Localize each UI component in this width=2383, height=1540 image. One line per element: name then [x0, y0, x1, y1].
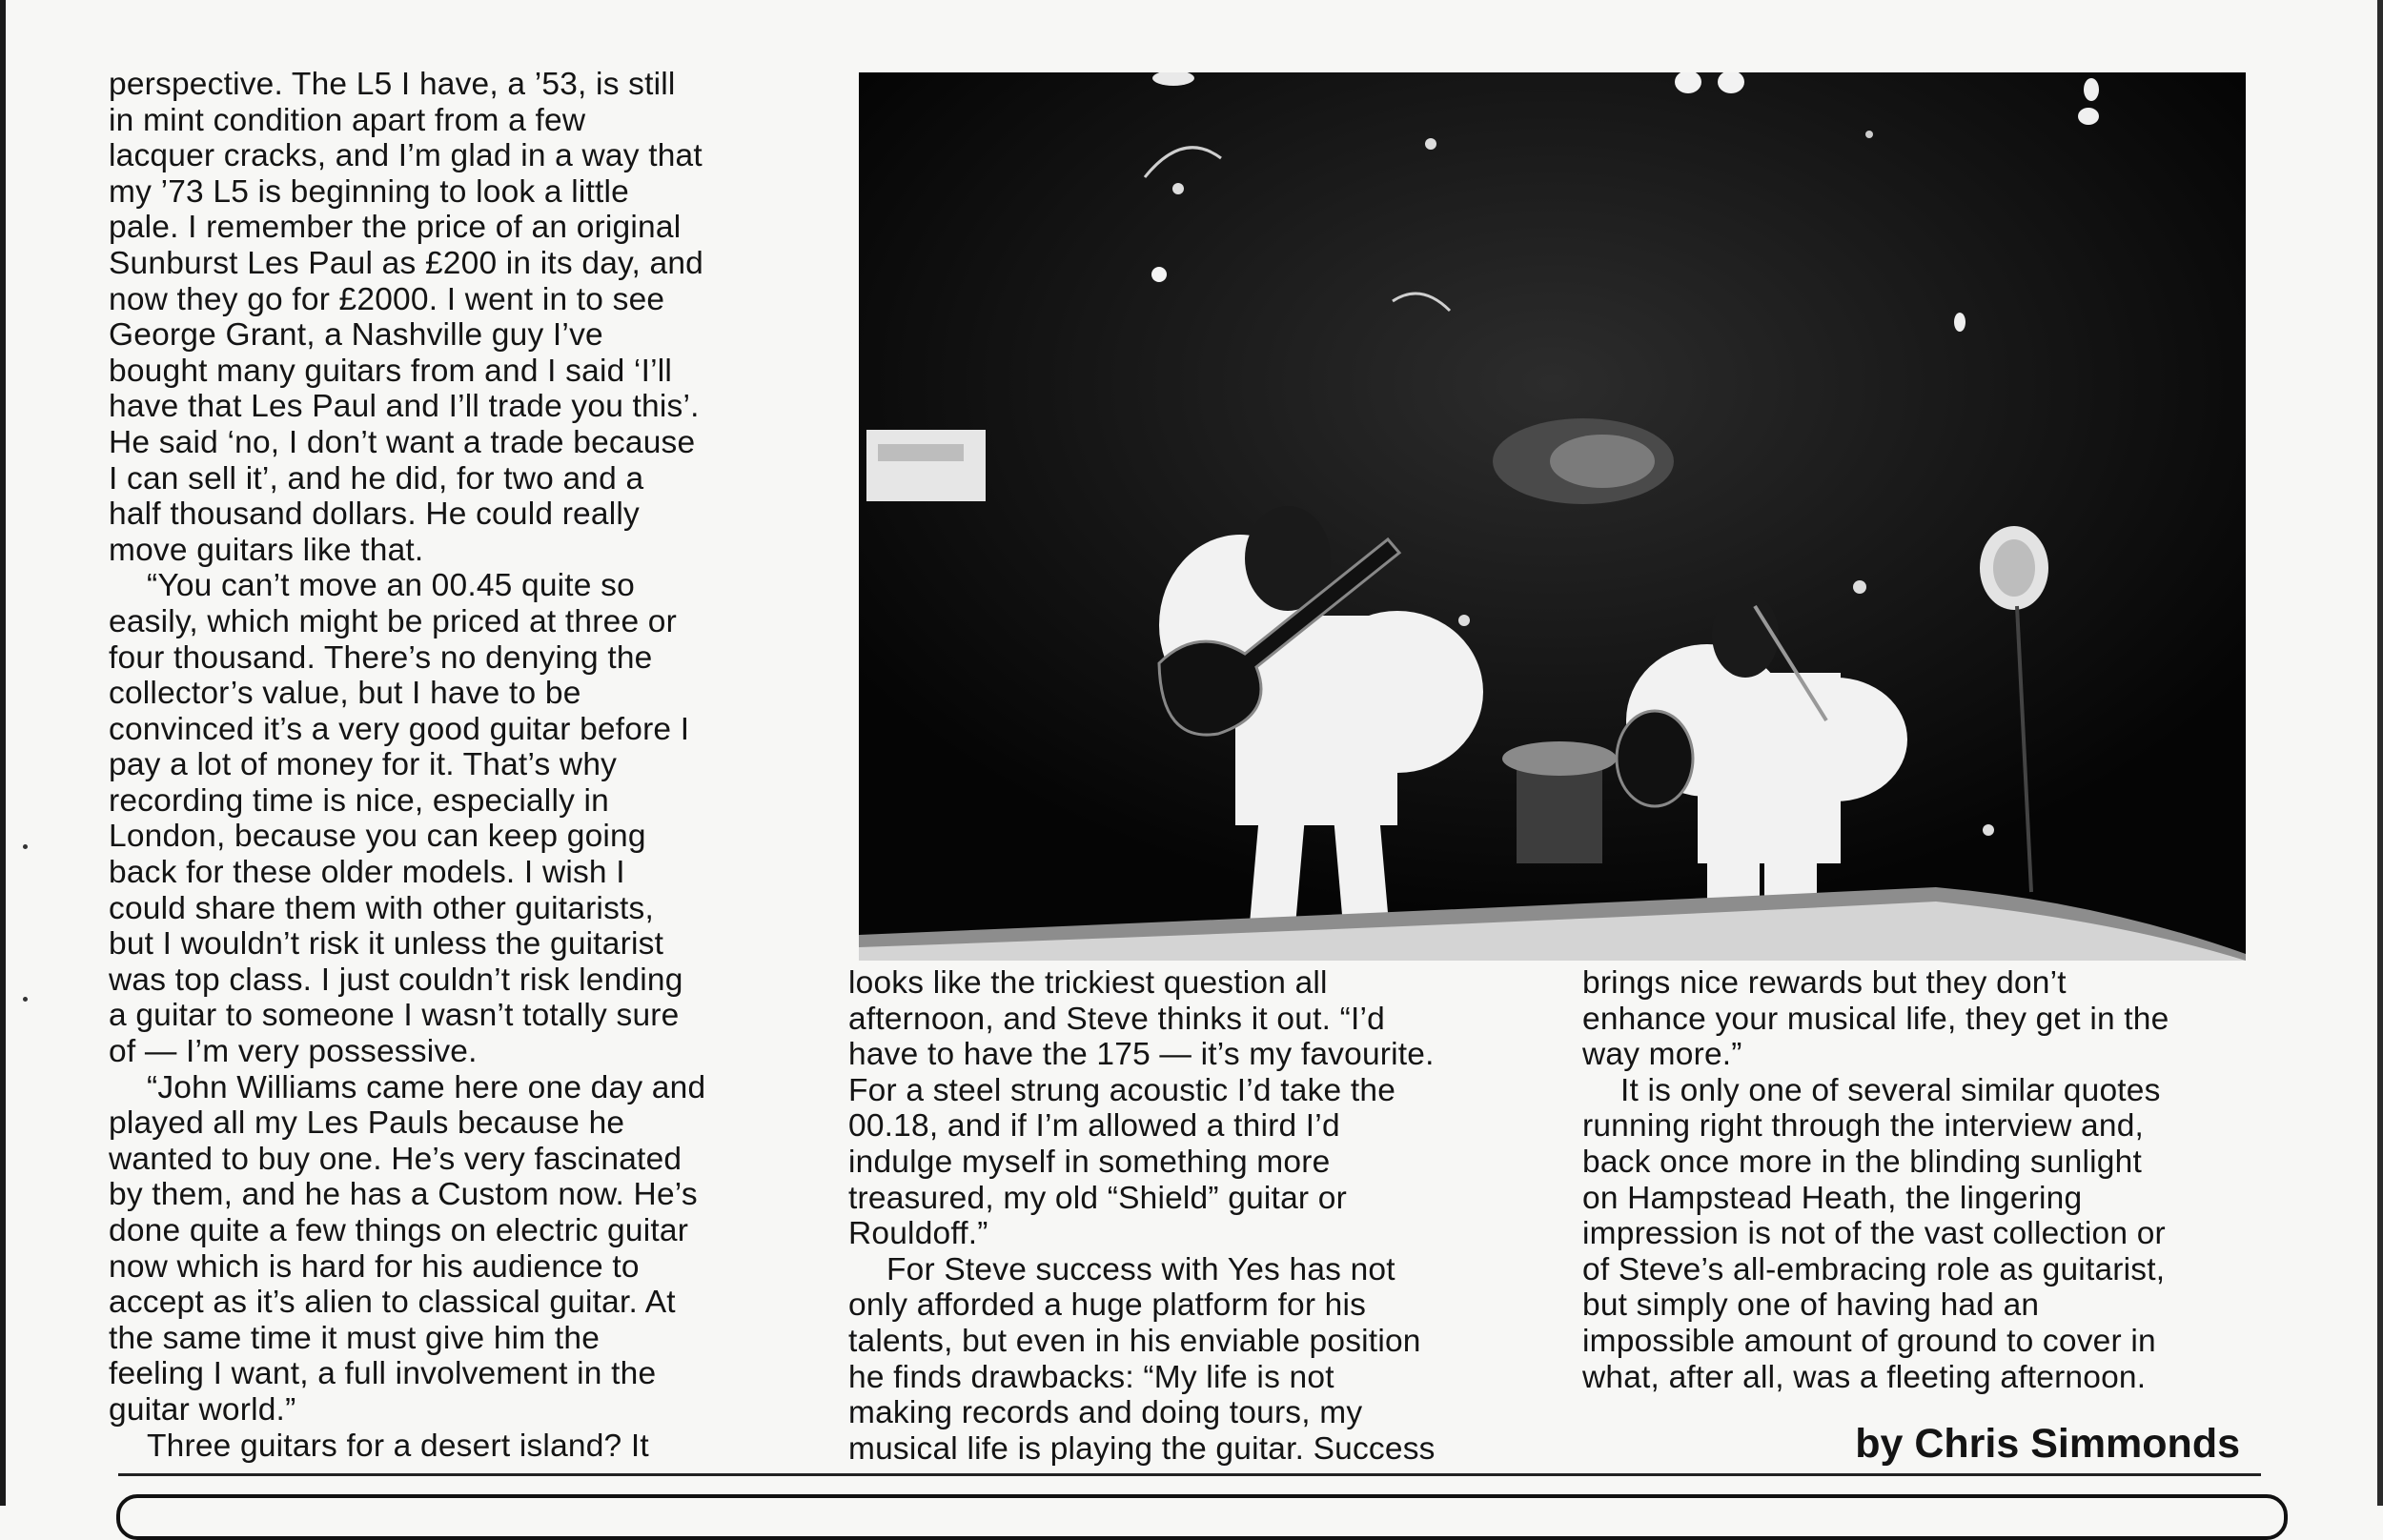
page-edge-right: [2377, 0, 2383, 1506]
text-line: Sunburst Les Paul as £200 in its day, and: [109, 245, 704, 281]
text-line: but simply one of having had an: [1582, 1287, 2040, 1324]
text-line: pay a lot of money for it. That’s why: [109, 747, 618, 783]
text-line: by them, and he has a Custom now. He’s: [109, 1177, 698, 1213]
text-line: of Steve’s all-embracing role as guitarist,: [1582, 1251, 2166, 1287]
right-text-column: [1582, 965, 2269, 1395]
text-line: what, after all, was a fleeting afternoon.: [1582, 1359, 2147, 1395]
text-line: my ’73 L5 is beginning to look a little: [109, 173, 629, 210]
text-line: musical life is playing the guitar. Success: [848, 1430, 1436, 1467]
text-line: now they go for £2000. I went in to see: [109, 281, 665, 317]
text-line: It is only one of several similar quotes: [1620, 1072, 2161, 1108]
text-line: bought many guitars from and I said ‘I’ll: [109, 353, 673, 389]
margin-dot: [23, 844, 28, 849]
text-line: a guitar to someone I wasn’t totally sure: [109, 998, 680, 1034]
text-line: indulge myself in something more: [848, 1144, 1331, 1180]
text-line: treasured, my old “Shield” guitar or: [848, 1180, 1347, 1216]
text-line: talents, but even in his enviable position: [848, 1323, 1421, 1359]
text-line: Three guitars for a desert island? It: [147, 1428, 649, 1464]
text-line: running right through the interview and,: [1582, 1108, 2145, 1145]
text-line: 00.18, and if I’m allowed a third I’d: [848, 1108, 1340, 1145]
text-line: on Hampstead Heath, the lingering: [1582, 1180, 2083, 1216]
text-line: “You can’t move an 00.45 quite so: [147, 568, 635, 604]
middle-text-column: [848, 965, 1535, 1467]
text-line: he finds drawbacks: “My life is not: [848, 1359, 1334, 1395]
text-line: George Grant, a Nashville guy I’ve: [109, 317, 603, 354]
text-line: “John Williams came here one day and: [147, 1069, 706, 1105]
text-line: making records and doing tours, my: [848, 1395, 1363, 1431]
text-line: have to have the 175 — it’s my favourite.: [848, 1037, 1435, 1073]
left-text-column: [109, 67, 795, 1464]
text-line: impossible amount of ground to cover in: [1582, 1323, 2156, 1359]
page-edge-left: [0, 0, 6, 1506]
text-line: brings nice rewards but they don’t: [1582, 965, 2067, 1001]
text-line: only afforded a huge platform for his: [848, 1287, 1367, 1324]
text-line: recording time is nice, especially in: [109, 782, 610, 819]
text-line: convinced it’s a very good guitar before I: [109, 711, 690, 747]
text-line: looks like the trickiest question all: [848, 965, 1328, 1001]
text-line: wanted to buy one. He’s very fascinated: [109, 1141, 682, 1177]
text-line: accept as it’s alien to classical guitar. At: [109, 1285, 676, 1321]
text-line: half thousand dollars. He could really: [109, 496, 640, 533]
text-line: in mint condition apart from a few: [109, 102, 586, 138]
text-line: Rouldoff.”: [848, 1216, 988, 1252]
text-line: back for these older models. I wish I: [109, 855, 625, 891]
text-line: lacquer cracks, and I’m glad in a way that: [109, 138, 703, 174]
text-line: feeling I want, a full involvement in the: [109, 1356, 657, 1392]
text-line: now which is hard for his audience to: [109, 1248, 640, 1285]
text-line: For a steel strung acoustic I’d take the: [848, 1072, 1396, 1108]
text-line: four thousand. There’s no denying the: [109, 639, 653, 676]
text-line: For Steve success with Yes has not: [886, 1251, 1395, 1287]
text-line: played all my Les Pauls because he: [109, 1105, 625, 1142]
text-line: back once more in the blinding sunlight: [1582, 1144, 2142, 1180]
margin-dot: [23, 997, 28, 1002]
text-line: I can sell it’, and he did, for two and a: [109, 460, 644, 496]
text-line: guitar world.”: [109, 1391, 296, 1428]
author-byline: by Chris Simmonds: [1855, 1421, 2240, 1467]
text-line: pale. I remember the price of an original: [109, 210, 682, 246]
text-line: enhance your musical life, they get in the: [1582, 1001, 2169, 1037]
text-line: collector’s value, but I have to be: [109, 676, 581, 712]
bottom-rule: [118, 1473, 2261, 1476]
text-line: impression is not of the vast collection or: [1582, 1216, 2166, 1252]
text-line: could share them with other guitarists,: [109, 890, 654, 926]
text-line: was top class. I just couldn’t risk lending: [109, 962, 683, 998]
bottom-box-frame: [116, 1494, 2288, 1540]
text-line: move guitars like that.: [109, 532, 424, 568]
text-line: done quite a few things on electric guitar: [109, 1213, 689, 1248]
text-line: easily, which might be priced at three or: [109, 603, 677, 639]
text-line: London, because you can keep going: [109, 819, 646, 855]
concert-photo: [859, 72, 2246, 961]
text-line: have that Les Paul and I’ll trade you this’.: [109, 389, 700, 425]
text-line: afternoon, and Steve thinks it out. “I’d: [848, 1001, 1385, 1037]
text-line: but I wouldn’t risk it unless the guitarist: [109, 926, 664, 962]
text-line: way more.”: [1582, 1037, 1742, 1073]
text-line: of — I’m very possessive.: [109, 1034, 478, 1070]
text-line: He said ‘no, I don’t want a trade because: [109, 424, 696, 460]
text-line: the same time it must give him the: [109, 1320, 601, 1356]
text-line: perspective. The L5 I have, a ’53, is still: [109, 67, 676, 102]
